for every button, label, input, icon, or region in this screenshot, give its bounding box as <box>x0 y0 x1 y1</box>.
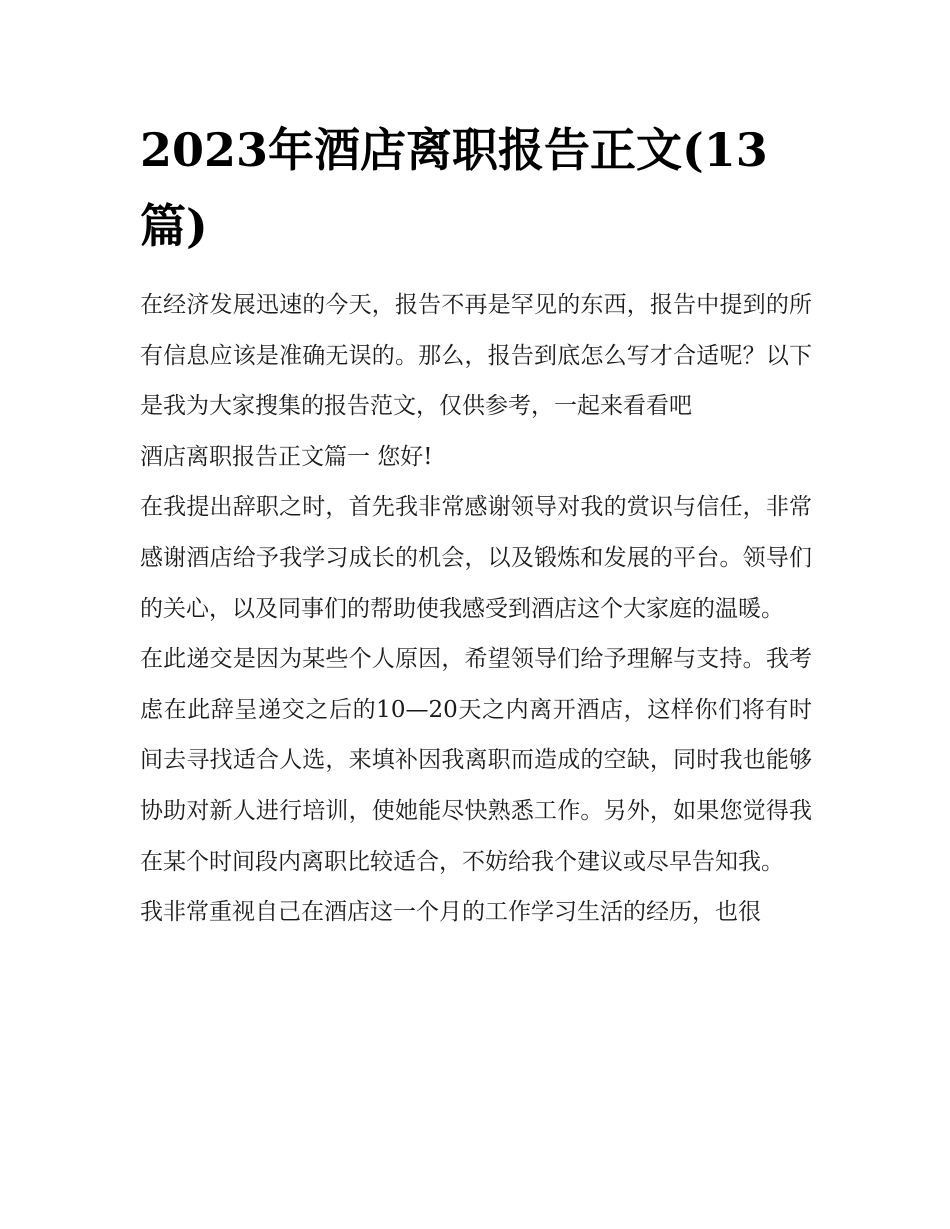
document-title: 2023年酒店离职报告正文(13篇) <box>140 123 768 253</box>
body-paragraph-thanks: 在我提出辞职之时，首先我非常感谢领导对我的赏识与信任，非常感谢酒店给予我学习成长的机会，以及锻炼和发展的平台。领导们的关心，以及同事们的帮助使我感受到酒店这个大家庭的温暖。 <box>140 494 812 622</box>
intro-paragraph: 在经济发展迅速的今天，报告不再是罕见的东西，报告中提到的所有信息应该是准确无误的。那么，报告到底怎么写才合适呢？以下是我为大家搜集的报告范文，仅供参考，一起来看看吧 <box>140 292 812 420</box>
document-content <box>140 112 812 938</box>
body-paragraph-reason: 在此递交是因为某些个人原因，希望领导们给予理解与支持。我考虑在此辞呈递交之后的10—20天之内离开酒店，这样你们将有时间去寻找适合人选，来填补因我离职而造成的空缺，同时我也能够协助对新人进行培训，使她能尽快熟悉工作。另外，如果您觉得我在某个时间段内离职比较适合，不妨给我个建议或尽早告知我。 <box>140 646 812 875</box>
section-heading-paragraph: 酒店离职报告正文篇一 您好! <box>140 443 433 470</box>
body-paragraph-experience: 我非常重视自己在酒店这一个月的工作学习生活的经历，也很 <box>140 899 761 926</box>
